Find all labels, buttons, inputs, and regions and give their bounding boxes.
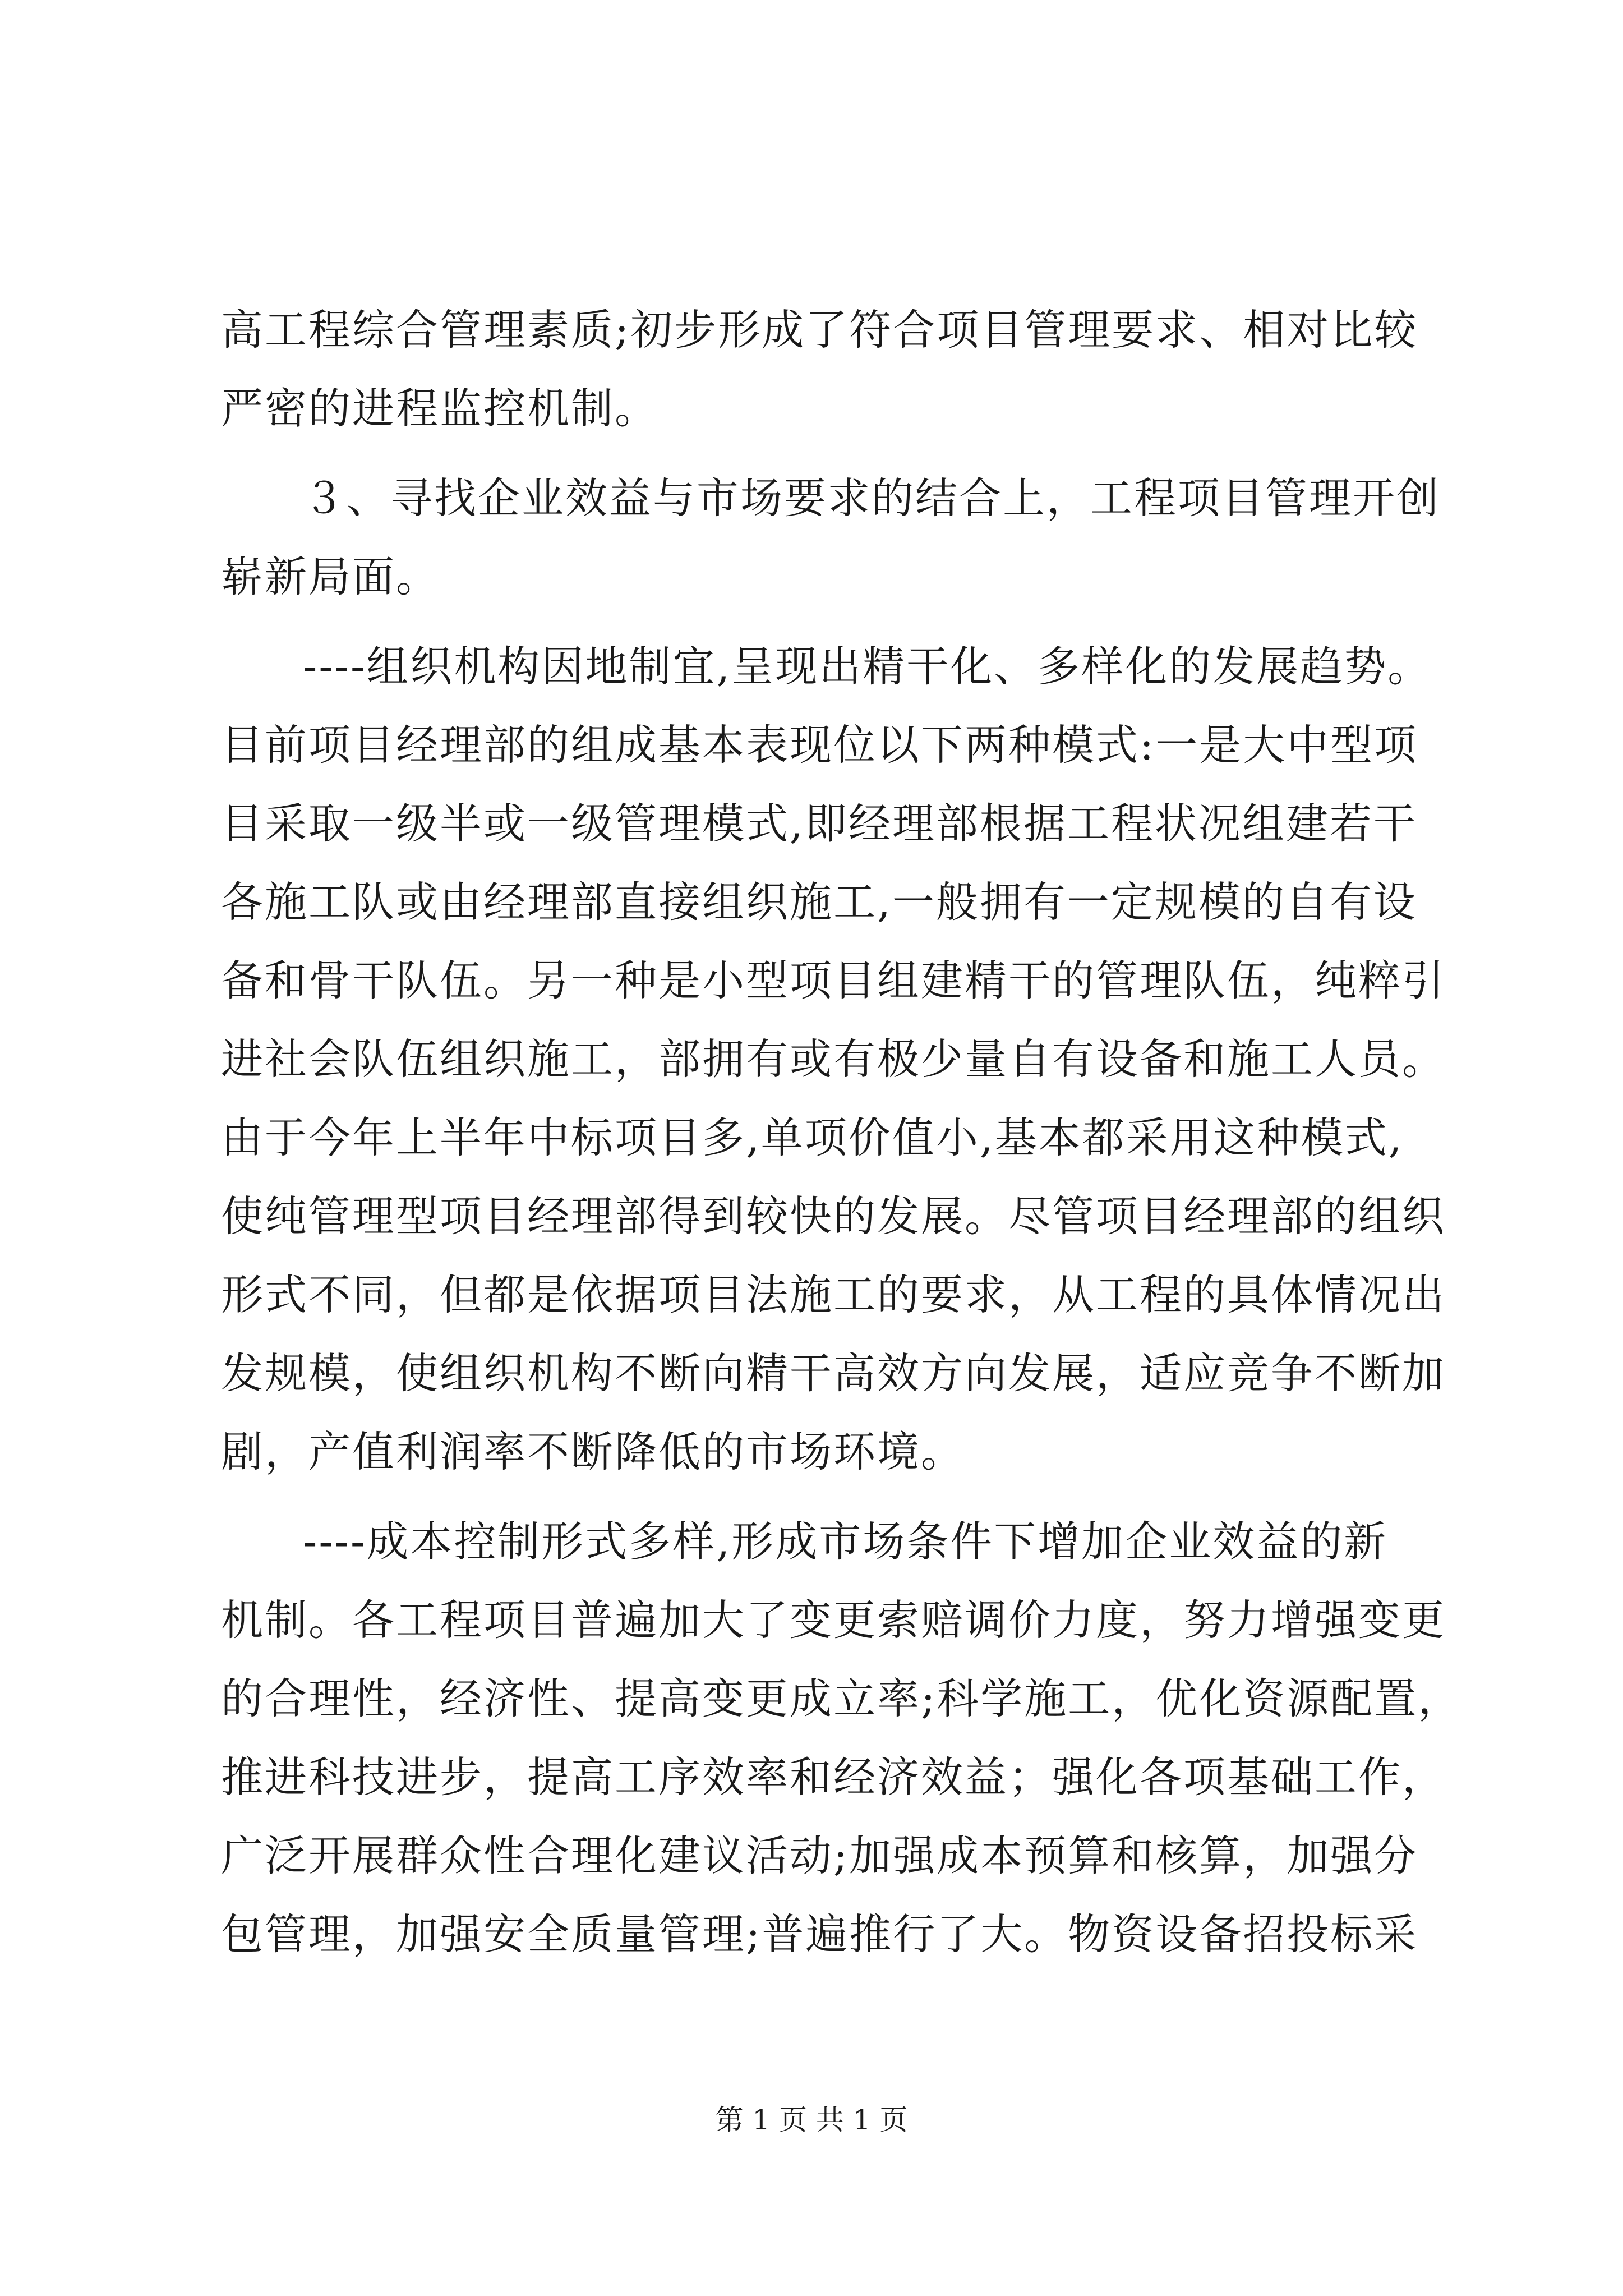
text-line: 进社会队伍组织施工，部拥有或有极少量自有设备和施工人员。 [221,1034,1446,1084]
text-line: 发规模，使组织机构不断向精干高效方向发展，适应竞争不断加 [221,1349,1446,1398]
text-line: ----成本控制形式多样,形成市场条件下增加企业效益的新 [303,1517,1388,1566]
text-line: 的合理性，经济性、提高变更成立率;科学施工，优化资源配置， [221,1674,1462,1723]
text-line: 推进科技进步，提高工序效率和经济效益；强化各项基础工作， [221,1752,1446,1802]
text-line: 目前项目经理部的组成基本表现位以下两种模式:一是大中型项 [221,720,1418,770]
text-line: 由于今年上半年中标项目多,单项价值小,基本都采用这种模式, [221,1113,1404,1162]
text-line: 崭新局面。 [221,552,440,601]
text-line: 使纯管理型项目经理部得到较快的发展。尽管项目经理部的组织 [221,1191,1446,1241]
text-line: ----组织机构因地制宜,呈现出精干化、多样化的发展趋势。 [303,642,1432,691]
text-line: 各施工队或由经理部直接组织施工,一般拥有一定规模的自有设 [221,877,1417,927]
text-line: 剧，产值利润率不断降低的市场环境。 [221,1427,965,1476]
text-line: 形式不同，但都是依据项目法施工的要求，从工程的具体情况出 [221,1270,1446,1319]
text-line: 广泛开展群众性合理化建议活动;加强成本预算和核算，加强分 [221,1831,1418,1880]
text-line: 高工程综合管理素质;初步形成了符合项目管理要求、相对比较 [221,305,1418,355]
page-footer: 第 1 页 共 1 页 [715,2104,908,2136]
text-line: 备和骨干队伍。另一种是小型项目组建精干的管理队伍，纯粹引 [221,956,1446,1005]
text-line: 严密的进程监控机制。 [221,384,659,433]
text-line: 机制。各工程项目普遍加大了变更索赔调价力度，努力增强变更 [221,1595,1446,1645]
text-line: 目采取一级半或一级管理模式,即经理部根据工程状况组建若干 [221,799,1417,848]
section-heading: ３、寻找企业效益与市场要求的结合上，工程项目管理开创 [303,473,1441,523]
text-line: 包管理，加强安全质量管理;普遍推行了大。物资设备招投标采 [221,1910,1418,1959]
